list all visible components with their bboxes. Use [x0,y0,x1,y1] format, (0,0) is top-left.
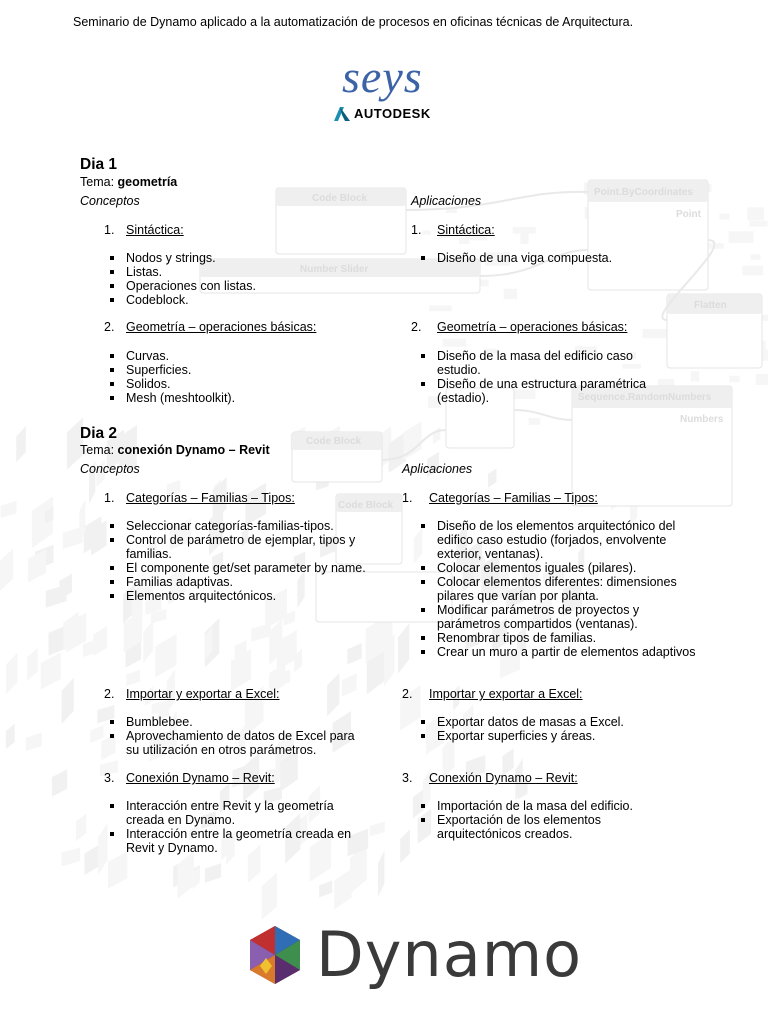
list-item: Superficies. [107,363,377,377]
day2-s1-title: Categorías – Familias – Tipos: [126,491,295,505]
day2-s1-num: 1. [104,491,115,505]
list-item: Codeblock. [107,293,377,307]
day2-apps-heading: Aplicaciones [402,462,473,476]
list-item: Solidos. [107,377,377,391]
day2-s2-left-list [107,715,367,757]
day2-s2-num: 2. [104,687,115,701]
day2-s3-right-list [418,799,658,841]
day1-s1-title-r: Sintáctica: [437,223,495,237]
list-item: Bumblebee. [107,715,367,729]
list-item: Nodos y strings. [107,251,377,265]
day2-topic [80,443,270,457]
list-item: Curvas. [107,349,377,363]
day1-s1-num: 1. [104,223,115,237]
list-item: Exportar superficies y áreas. [418,729,678,743]
day1-apps-heading: Aplicaciones [411,194,482,208]
list-item: Diseño de los elementos arquitectónico del edifico caso estudio (forjados, envolvente exterior, ventanas). [418,519,698,561]
day2-s3-left-list [107,799,367,855]
day2-s1-num-r: 1. [402,491,413,505]
list-item: Diseño de una estructura paramétrica (estadio). [418,377,663,405]
day2-topic-label: Tema: [80,443,118,457]
day1-concepts-heading: Conceptos [80,194,140,208]
dynamo-wordmark: Dynamo [316,918,583,991]
list-item: Aprovechamiento de datos de Excel para su utilización en otros parámetros. [107,729,367,757]
day1-section2-right [411,320,627,334]
document-header: Seminario de Dynamo aplicado a la automatización de procesos en oficinas técnicas de Arquitectura. [73,15,634,29]
list-item: Renombrar tipos de familias. [418,631,698,645]
bg-point-label: Point.ByCoordinates [594,187,693,198]
list-item: Diseño de una viga compuesta. [418,251,648,265]
list-item: Operaciones con listas. [107,279,377,293]
list-item: Control de parámetro de ejemplar, tipos y familias. [107,533,377,561]
list-item: Seleccionar categorías-familias-tipos. [107,519,377,533]
day1-s2-title: Geometría – operaciones básicas: [126,320,317,334]
bg-number-slider-label: Number Slider [300,264,369,275]
day2-s3-title-r: Conexión Dynamo – Revit: [429,771,578,785]
day1-s1-left-list [107,251,377,307]
day2-topic-value: conexión Dynamo – Revit [117,443,270,457]
day2-s2-title: Importar y exportar a Excel: [126,687,280,701]
day2-title: Dia 2 [80,425,118,442]
list-item: Crear un muro a partir de elementos adaptivos [418,645,698,659]
bg-sequence-label: Sequence.RandomNumbers [578,392,712,403]
day2-section1-right [402,491,598,505]
bg-code-block-label: Code Block [312,193,368,204]
day1-s2-left-list [107,349,377,405]
autodesk-wordmark: AUTODESK [354,106,431,121]
day1-title: Dia 1 [80,156,118,173]
list-item: Interacción entre la geometría creada en Revit y Dynamo. [107,827,367,855]
day1-s1-title: Sintáctica: [126,223,184,237]
day1-topic-label: Tema: [80,175,118,189]
autodesk-icon [334,107,350,121]
bg-numbers-label: Numbers [680,414,724,425]
day2-s2-title-r: Importar y exportar a Excel: [429,687,583,701]
bg-code-block-label-3: Code Block [338,500,394,511]
day1-topic-value: geometría [117,175,178,189]
day2-s1-left-list [107,519,377,603]
day2-s3-num: 3. [104,771,115,785]
seys-logo: seys [342,51,423,102]
list-item: Exportación de los elementos arquitectónicos creados. [418,813,658,841]
day1-s2-num: 2. [104,320,115,334]
list-item: Listas. [107,265,377,279]
day2-section2-left [104,687,280,701]
day2-section2-right [402,687,583,701]
day1-section1-right [411,223,495,237]
day2-section3-right [402,771,578,785]
list-item: Colocar elementos iguales (pilares). [418,561,698,575]
list-item: Importación de la masa del edificio. [418,799,658,813]
day2-s3-num-r: 3. [402,771,413,785]
day2-s3-title: Conexión Dynamo – Revit: [126,771,275,785]
dynamo-logo-icon [250,926,300,984]
day2-s1-right-list [418,519,698,659]
bg-flatten-label: Flatten [694,300,727,311]
day1-s2-num-r: 2. [411,320,422,334]
day2-concepts-heading: Conceptos [80,462,140,476]
list-item: Mesh (meshtoolkit). [107,391,377,405]
day2-section3-left [104,771,275,785]
list-item: Colocar elementos diferentes: dimensiones pilares que varían por planta. [418,575,698,603]
day1-s2-right-list [418,349,663,405]
day1-s1-right-list [418,251,648,265]
list-item: El componente get/set parameter by name. [107,561,377,575]
day2-s2-num-r: 2. [402,687,413,701]
bg-code-block-label-2: Code Block [306,436,362,447]
list-item: Modificar parámetros de proyectos y parámetros compartidos (ventanas). [418,603,698,631]
day1-section2-left [104,320,316,334]
list-item: Familias adaptivas. [107,575,377,589]
bg-point-out-label: Point [676,209,701,220]
day1-section1-left [104,223,184,237]
day1-topic [80,175,177,189]
autodesk-logo [334,106,431,121]
list-item: Elementos arquitectónicos. [107,589,377,603]
list-item: Diseño de la masa del edificio caso estudio. [418,349,663,377]
day2-s1-title-r: Categorías – Familias – Tipos: [429,491,598,505]
list-item: Exportar datos de masas a Excel. [418,715,678,729]
list-item: Interacción entre Revit y la geometría creada en Dynamo. [107,799,367,827]
day2-s2-right-list [418,715,678,743]
day1-s2-title-r: Geometría – operaciones básicas: [437,320,628,334]
day1-s1-num-r: 1. [411,223,422,237]
day2-section1-left [104,491,295,505]
